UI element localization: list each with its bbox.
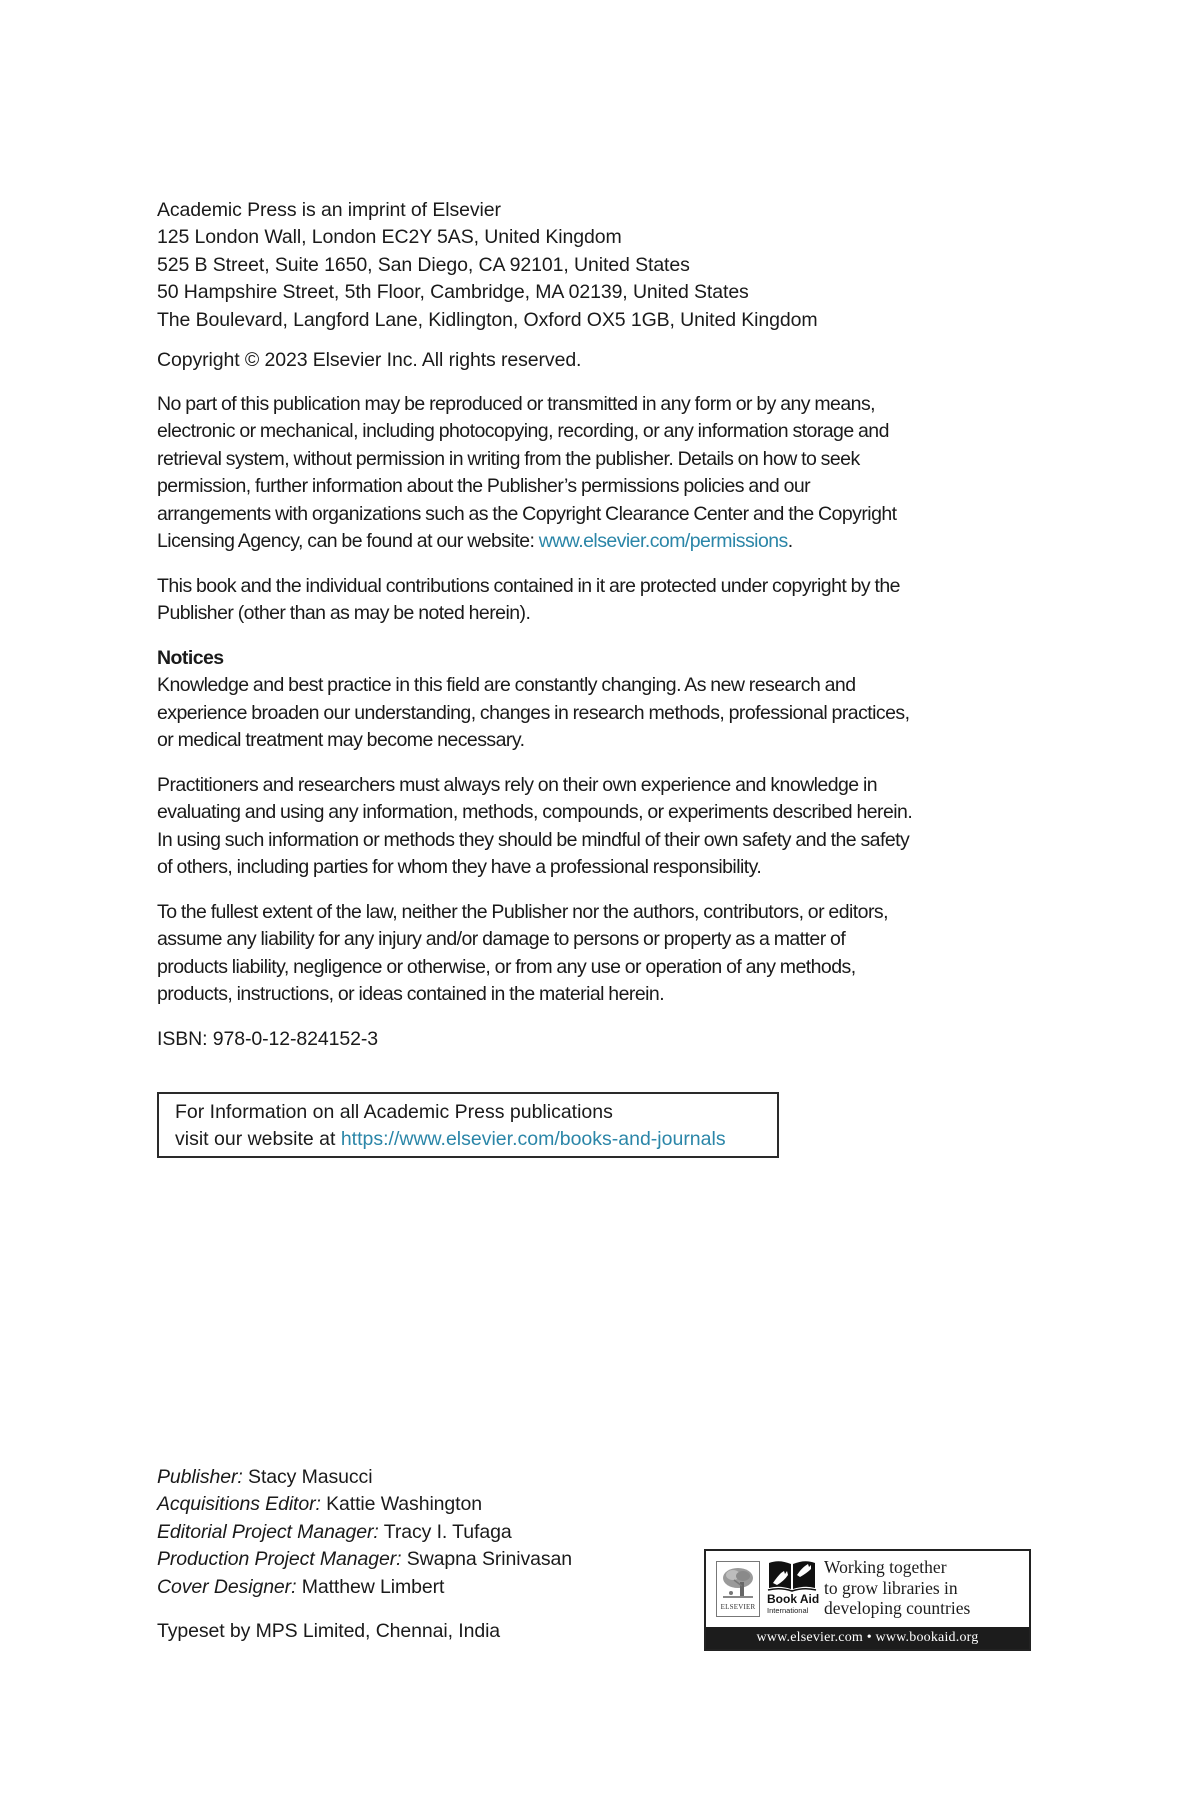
book-aid-title: Book Aid (767, 1592, 820, 1606)
tagline-line: Working together (824, 1557, 947, 1577)
isbn (157, 1026, 378, 1053)
address-line: The Boulevard, Langford Lane, Kidlington, Oxford OX5 1GB, United Kingdom (157, 308, 818, 331)
copyright-notice (157, 347, 581, 374)
paragraph-line: No part of this publication may be reproduced or transmitted in any form or by any means, (157, 393, 876, 415)
paragraph-line: In using such information or methods they should be mindful of their own safety and the safety (157, 828, 910, 851)
paragraph-line: Publisher (other than as may be noted herein). (157, 602, 531, 625)
protection-paragraph (157, 573, 900, 628)
tagline-line: developing countries (824, 1598, 971, 1618)
notices-paragraph-3 (157, 899, 888, 1009)
permissions-paragraph (157, 391, 897, 555)
banner-url-bar: www.elsevier.com • www.bookaid.org (706, 1627, 1029, 1649)
credit-role: Publisher: (157, 1466, 243, 1488)
permissions-link[interactable]: www.elsevier.com/permissions (538, 529, 788, 552)
typeset-note (157, 1618, 500, 1645)
notices-paragraph-2 (157, 772, 912, 882)
notices-heading: Notices (157, 647, 224, 669)
banner-tagline (824, 1557, 970, 1619)
paragraph-line: permission, further information about the Publisher’s permissions policies and our (157, 475, 811, 498)
credit-name: Swapna Srinivasan (401, 1548, 572, 1571)
imprint-line: Academic Press is an imprint of Elsevier (157, 199, 501, 221)
paragraph-line: This book and the individual contributions contained in it are protected under copyright by the (157, 575, 900, 597)
publications-info-box (157, 1092, 779, 1158)
paragraph-line: Practitioners and researchers must always rely on their own experience and knowledge in (157, 774, 878, 796)
paragraph-line: experience broaden our understanding, changes in research methods, professional practices, (157, 701, 910, 724)
paragraph-line: Knowledge and best practice in this field are constantly changing. As new research and (157, 674, 856, 697)
credit-name: Kattie Washington (320, 1493, 482, 1516)
elsevier-wordmark: ELSEVIER (720, 1603, 756, 1611)
paragraph-line: of others, including parties for whom they have a professional responsibility. (157, 856, 762, 879)
punctuation: . (787, 529, 793, 552)
paragraph-line: arrangements with organizations such as the Copyright Clearance Center and the Copyright (157, 502, 897, 525)
typeset-text: Typeset by MPS Limited, Chennai, India (157, 1620, 501, 1642)
elsevier-logo (716, 1561, 760, 1617)
credit-role: Editorial Project Manager: (157, 1520, 379, 1543)
paragraph-line: assume any liability for any injury and/or damage to persons or property as a matter of (157, 928, 846, 951)
credit-role: Acquisitions Editor: (157, 1493, 321, 1516)
credit-line (157, 1519, 572, 1546)
credit-line (157, 1464, 572, 1491)
paragraph-line (157, 528, 897, 555)
address-line: 125 London Wall, London EC2Y 5AS, United Kingdom (157, 226, 622, 249)
credit-line (157, 1574, 572, 1601)
book-aid-logo (767, 1559, 820, 1619)
paragraph-line: or medical treatment may become necessary. (157, 729, 525, 752)
paragraph-line: electronic or mechanical, including photocopying, recording, or any information storage and (157, 420, 889, 443)
book-aid-subtitle: International (767, 1606, 809, 1615)
address-line: 525 B Street, Suite 1650, San Diego, CA 92101, United States (157, 253, 690, 276)
credit-name: Tracy I. Tufaga (378, 1520, 512, 1543)
paragraph-line: To the fullest extent of the law, neither the Publisher nor the authors, contributors, or editors, (157, 901, 888, 923)
paragraph-line: products, instructions, or ideas contained in the material herein. (157, 983, 665, 1006)
info-line (175, 1126, 726, 1153)
credit-role: Cover Designer: (157, 1575, 297, 1598)
isbn-text: ISBN: 978-0-12-824152-3 (157, 1028, 379, 1050)
credit-line (157, 1546, 572, 1573)
address-line: 50 Hampshire Street, 5th Floor, Cambridge, MA 02139, United States (157, 281, 749, 304)
info-text: visit our website at (175, 1128, 341, 1151)
elsevier-tree-icon (721, 1566, 755, 1600)
paragraph-line: retrieval system, without permission in writing from the publisher. Details on how to seek (157, 447, 860, 470)
notices-section (157, 645, 910, 755)
book-aid-banner (704, 1549, 1031, 1651)
books-and-journals-link[interactable]: https://www.elsevier.com/books-and-journals (340, 1128, 726, 1151)
imprint-block (157, 197, 818, 334)
info-box-text (175, 1099, 726, 1154)
credits-block (157, 1464, 572, 1601)
tagline-line: to grow libraries in (824, 1577, 958, 1598)
paragraph-line: products liability, negligence or otherwise, or from any use or operation of any methods, (157, 955, 856, 978)
paragraph-text: Licensing Agency, can be found at our website: (157, 529, 539, 552)
credit-role: Production Project Manager: (157, 1548, 402, 1571)
open-book-hands-icon (767, 1559, 817, 1593)
credit-name: Stacy Masucci (242, 1466, 373, 1488)
credit-line (157, 1491, 572, 1518)
credit-name: Matthew Limbert (296, 1575, 445, 1598)
paragraph-line: evaluating and using any information, methods, compounds, or experiments described herein. (157, 801, 913, 824)
copyright-text: Copyright © 2023 Elsevier Inc. All rights reserved. (157, 349, 582, 371)
info-line: For Information on all Academic Press publications (175, 1101, 613, 1123)
